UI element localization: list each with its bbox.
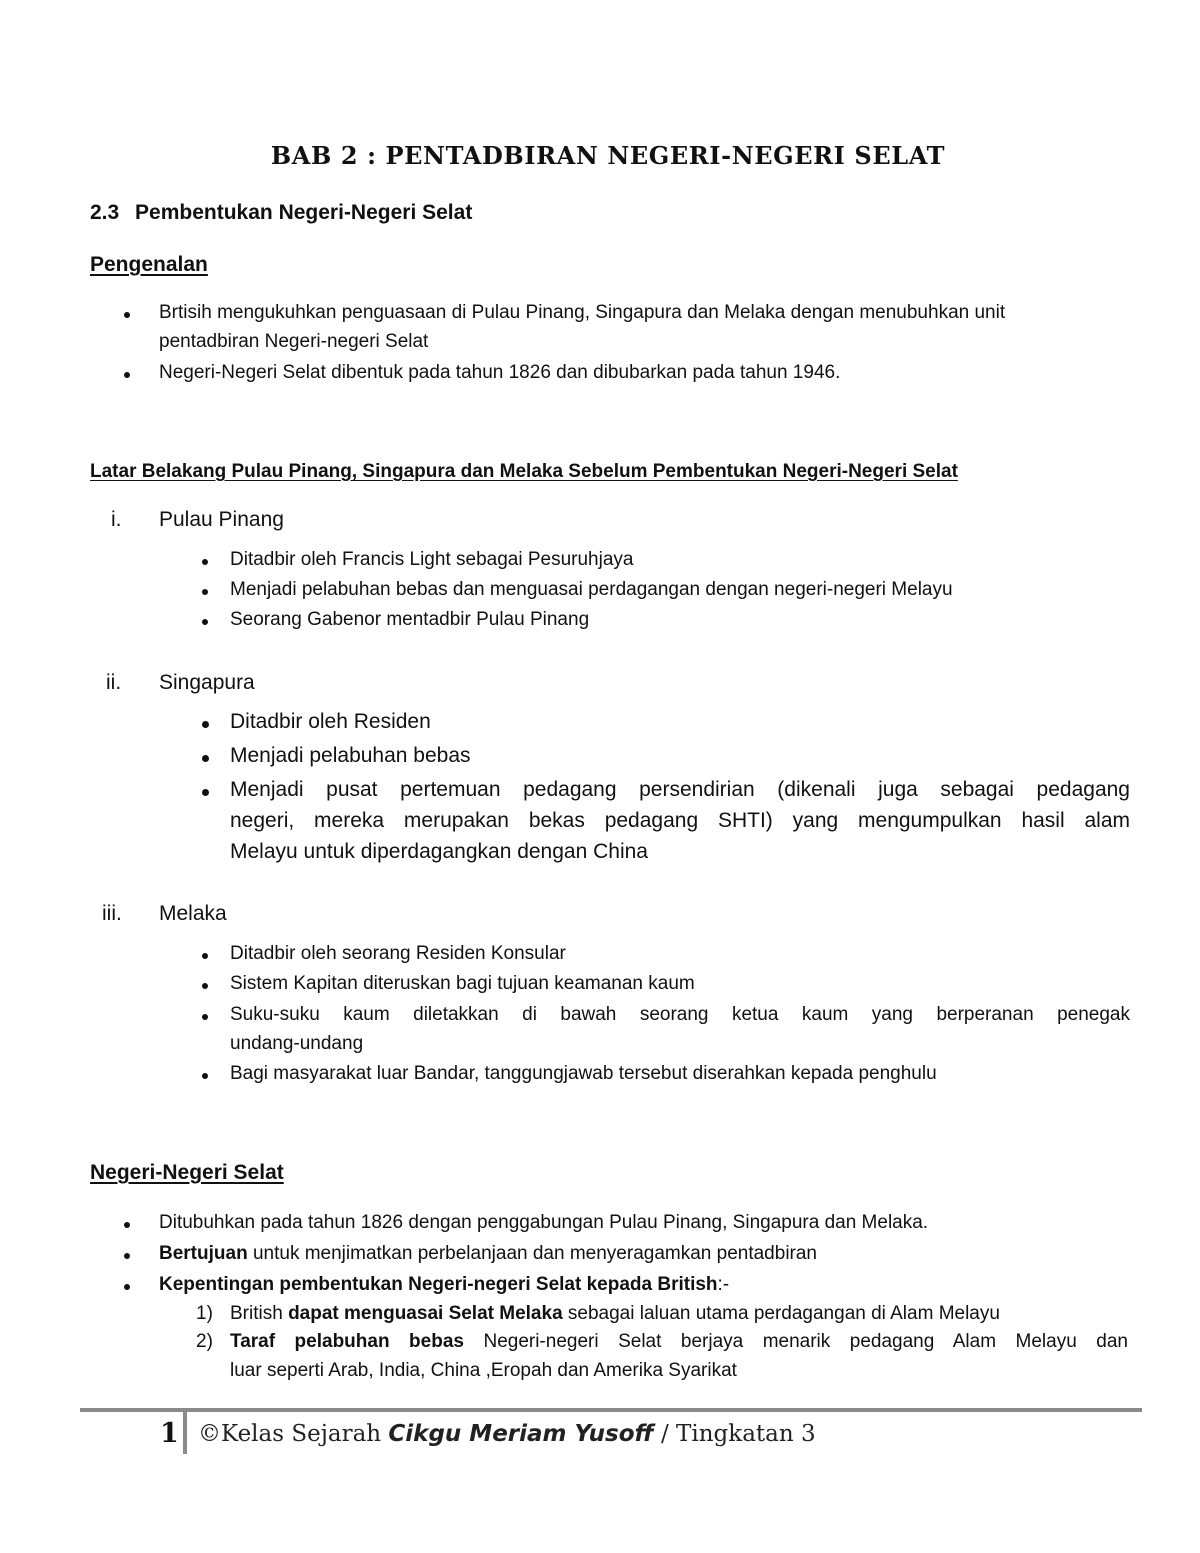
melaka-bullet: Sistem Kapitan diteruskan bagi tujuan keamanan kaum [230, 973, 695, 994]
melaka-bullet-3-line-1: Suku-suku kaum diletakkan di bawah seorang ketua kaum yang berperanan penegak [230, 1004, 1130, 1025]
point-2-line-2: luar seperti Arab, India, China ,Eropah dan Amerika Syarikat [230, 1360, 737, 1381]
nns-bullet-3-bold: Kepentingan pembentukan Negeri-negeri Selat kepada British [159, 1274, 718, 1295]
bullet [202, 1073, 208, 1079]
footer-vertical-bar [183, 1412, 187, 1454]
singapura-bullet-3-line-2: negeri, mereka merupakan bekas pedagang SHTI) yang mengumpulkan hasil alam [230, 809, 1130, 832]
bullet [202, 559, 208, 565]
pengenalan-bullet-1-line-2: pentadbiran Negeri-negeri Selat [159, 331, 429, 352]
nns-bullet-3 [159, 1274, 729, 1296]
item-name-singapura: Singapura [159, 671, 255, 694]
section-heading [90, 201, 472, 225]
bullet [202, 619, 208, 625]
bullet [124, 312, 130, 318]
singapura-bullet-3-line-3: Melayu untuk diperdagangkan dengan China [230, 840, 648, 863]
bullet [202, 789, 209, 796]
bullet [124, 1222, 130, 1228]
pengenalan-bullet-1-line-1: Brtisih mengukuhkan penguasaan di Pulau Pinang, Singapura dan Melaka dengan menubuhkan unit [159, 302, 1006, 323]
point-2-rest: Negeri-negeri Selat berjaya menarik pedagang Alam Melayu dan [463, 1331, 1128, 1352]
bullet [202, 983, 208, 989]
singapura-bullet-3-line-1: Menjadi pusat pertemuan pedagang persendirian (dikenali juga sebagai pedagang [230, 778, 1130, 801]
point-1-pre: British [230, 1303, 289, 1324]
nns-bullet-2 [159, 1243, 817, 1265]
item-numeral: iii. [102, 902, 122, 925]
point-2-bold: Taraf pelabuhan bebas [230, 1331, 464, 1352]
melaka-bullet: Bagi masyarakat luar Bandar, tanggungjawab tersebut diserahkan kepada penghulu [230, 1063, 937, 1084]
bullet [124, 1284, 130, 1290]
nns-bullet-2-bold: Bertujuan [159, 1243, 248, 1264]
page-title: BAB 2 : PENTADBIRAN NEGERI-NEGERI SELAT [270, 141, 946, 170]
point-number: 2) [196, 1331, 213, 1352]
section-number: 2.3 [90, 201, 120, 224]
pulau-pinang-bullet: Seorang Gabenor mentadbir Pulau Pinang [230, 609, 590, 630]
bullet [124, 1253, 130, 1259]
melaka-bullet-3-line-2: undang-undang [230, 1033, 364, 1054]
point-1-rest: sebagai laluan utama perdagangan di Alam Melayu [562, 1303, 1000, 1324]
item-numeral: i. [111, 508, 122, 531]
section-title: Pembentukan Negeri-Negeri Selat [135, 201, 473, 224]
pulau-pinang-bullet: Menjadi pelabuhan bebas dan menguasai perdagangan dengan negeri-negeri Melayu [230, 579, 953, 600]
page-number: 1 [160, 1418, 179, 1449]
point-number: 1) [196, 1303, 213, 1324]
bullet [202, 589, 208, 595]
pengenalan-bullet-2: Negeri-Negeri Selat dibentuk pada tahun 1826 dan dibubarkan pada tahun 1946. [159, 362, 841, 383]
nns-bullet-1: Ditubuhkan pada tahun 1826 dengan penggabungan Pulau Pinang, Singapura dan Melaka. [159, 1212, 929, 1233]
footer-prefix: ©Kelas Sejarah [198, 1421, 389, 1447]
footer-suffix: / Tingkatan 3 [653, 1421, 816, 1447]
nns-bullet-3-rest: :- [717, 1274, 730, 1295]
bullet [202, 755, 209, 762]
footer-text [198, 1421, 816, 1447]
item-name-melaka: Melaka [159, 902, 227, 925]
latar-heading: Latar Belakang Pulau Pinang, Singapura dan Melaka Sebelum Pembentukan Negeri-Negeri Selat [90, 461, 958, 482]
point-1-bold: dapat menguasai Selat Melaka [288, 1303, 563, 1324]
singapura-bullet: Menjadi pelabuhan bebas [230, 744, 471, 767]
footer-divider [80, 1408, 1142, 1412]
nns-bullet-2-rest: untuk menjimatkan perbelanjaan dan menyeragamkan pentadbiran [247, 1243, 818, 1264]
melaka-bullet: Ditadbir oleh seorang Residen Konsular [230, 943, 566, 964]
singapura-bullet: Ditadbir oleh Residen [230, 710, 431, 733]
bullet [202, 721, 209, 728]
footer-author: Cikgu Meriam Yusoff [388, 1421, 654, 1447]
item-name-pulau-pinang: Pulau Pinang [159, 508, 284, 531]
point-2-line-1 [230, 1331, 1128, 1353]
pulau-pinang-bullet: Ditadbir oleh Francis Light sebagai Pesuruhjaya [230, 549, 634, 570]
pengenalan-heading: Pengenalan [90, 253, 208, 276]
bullet [202, 953, 208, 959]
bullet [202, 1014, 208, 1020]
point-1 [230, 1303, 1000, 1325]
nns-heading: Negeri-Negeri Selat [90, 1161, 284, 1184]
bullet [124, 372, 130, 378]
item-numeral: ii. [106, 671, 122, 694]
